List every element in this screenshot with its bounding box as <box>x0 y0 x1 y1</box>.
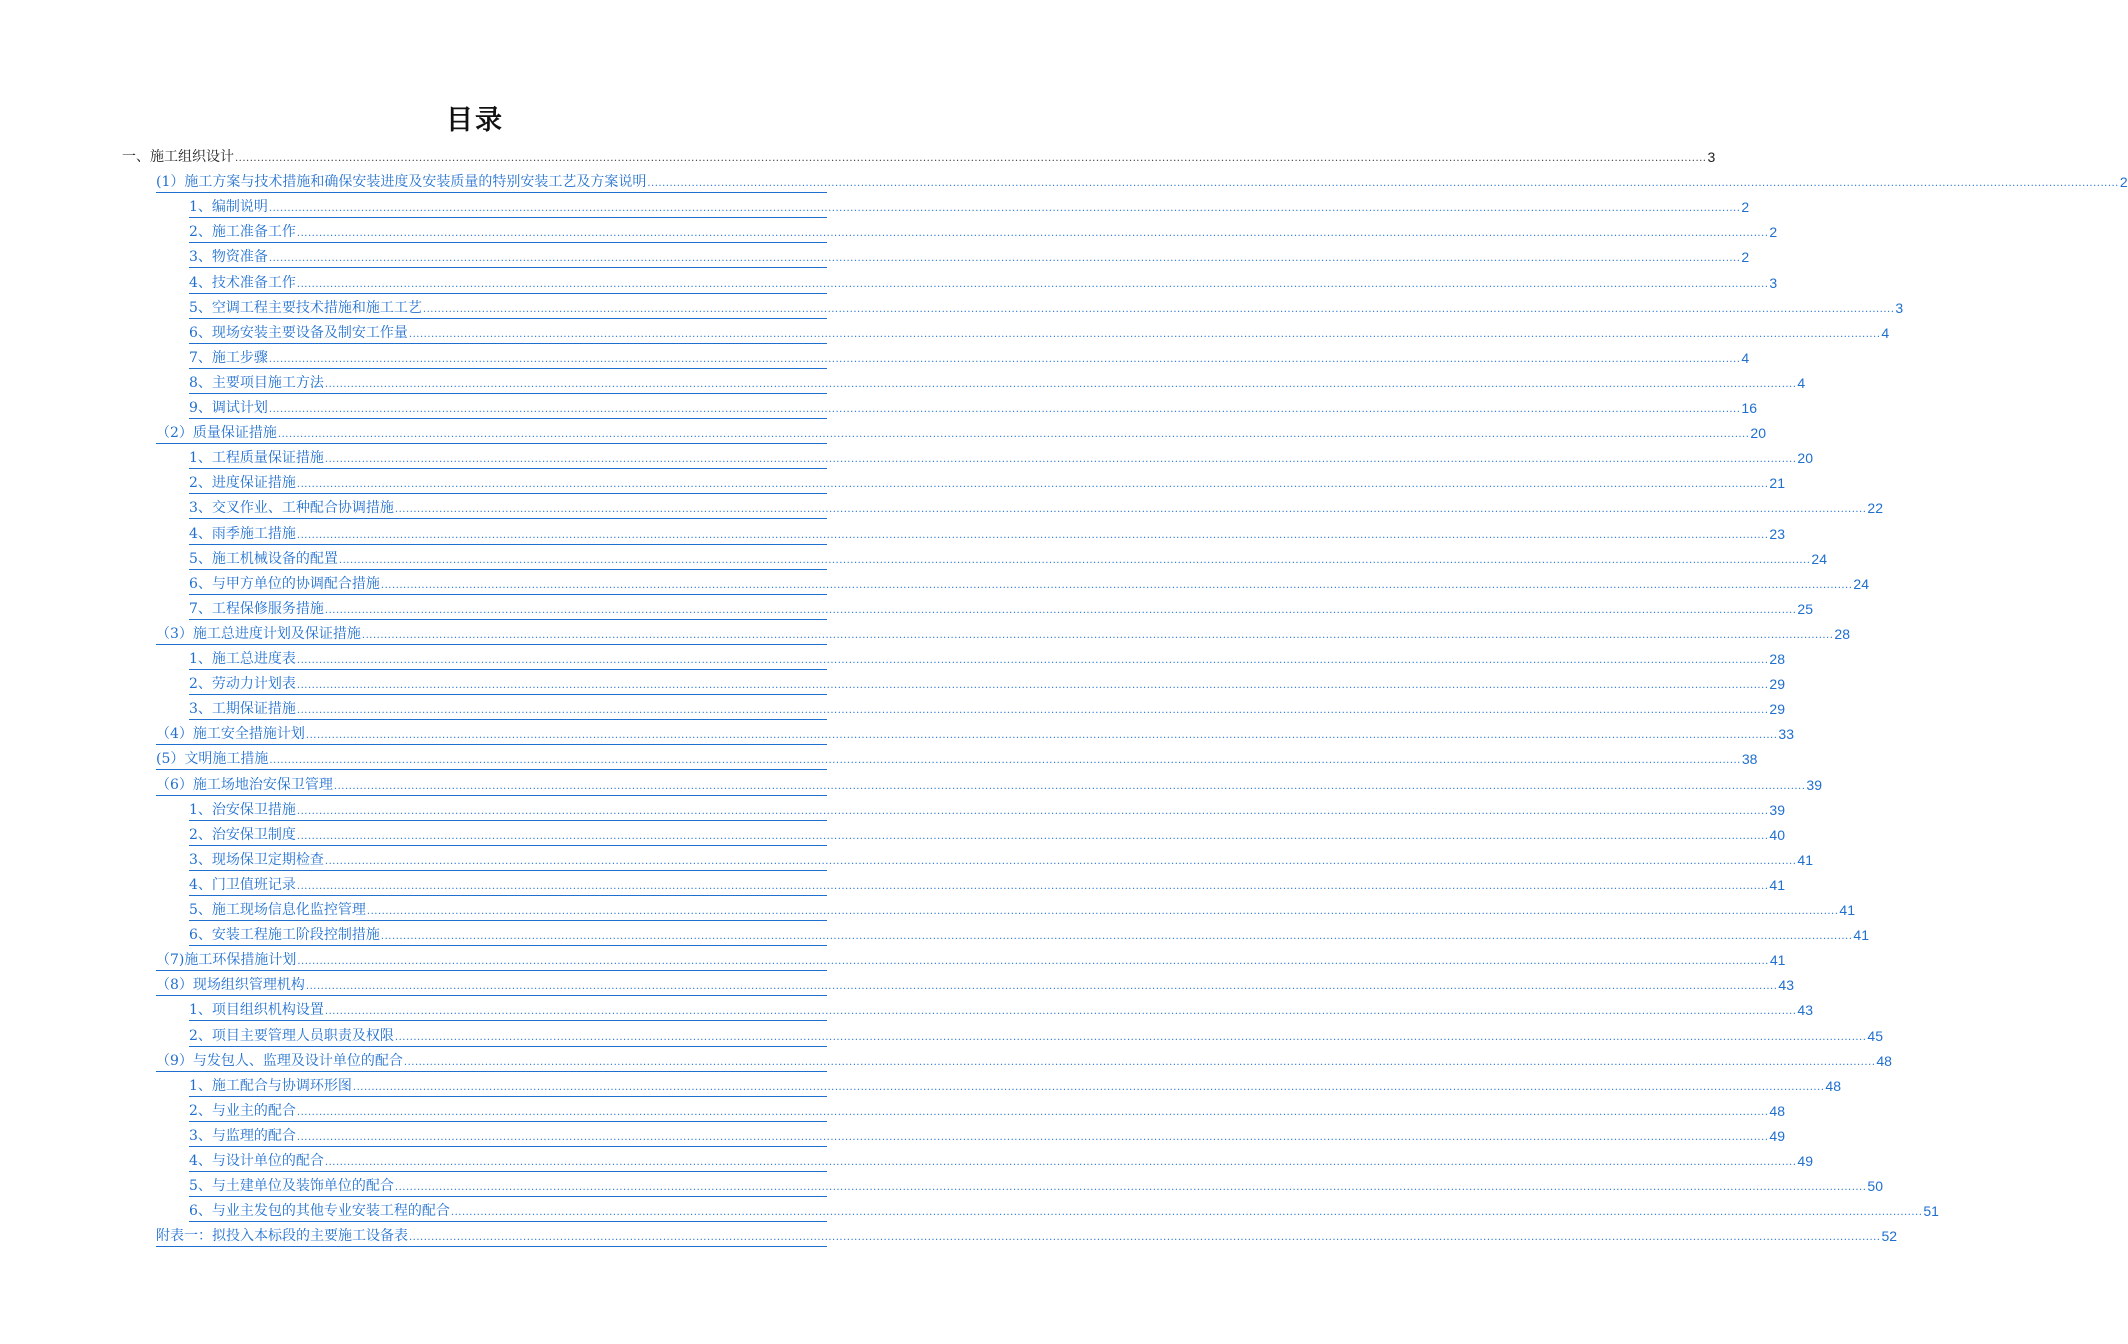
toc-entry-label: 6、与甲方单位的协调配合措施 <box>189 575 380 592</box>
toc-entry-label: （7)施工环保措施计划 <box>156 952 297 969</box>
toc-entry-label: 1、工程质量保证措施 <box>189 450 324 467</box>
toc-page-number: 49 <box>1769 1127 1785 1144</box>
toc-entry-label: 2、与业主的配合 <box>189 1102 296 1119</box>
toc-entry-link[interactable] <box>189 821 1785 846</box>
toc-entry-link[interactable] <box>189 494 1883 519</box>
toc-entry-link[interactable] <box>189 570 1869 595</box>
toc-entry-label: 1、治安保卫措施 <box>189 801 296 818</box>
toc-page-number: 3 <box>1707 149 1716 165</box>
toc-entry-label: 5、施工机械设备的配置 <box>189 550 338 567</box>
toc-dot-leader: ................................................................................................................................................................................................................................................................................................................................................................................................................ <box>296 1106 1769 1118</box>
toc-entry-link[interactable] <box>189 796 1785 821</box>
toc-page-number: 4 <box>1797 374 1806 391</box>
toc-page-number: 43 <box>1778 977 1794 994</box>
toc-page-number: 4 <box>1741 349 1750 366</box>
toc-page-number: 21 <box>1769 475 1785 492</box>
toc-dot-leader: ................................................................................................................................................................................................................................................................................................................................................................................................................ <box>297 956 1769 968</box>
toc-page-number: 49 <box>1797 1153 1813 1169</box>
toc-page-number: 41 <box>1853 927 1869 944</box>
toc-entry-label: 1、施工总进度表 <box>189 651 296 667</box>
toc-page-number: 4 <box>1881 324 1890 341</box>
toc-dot-leader: ................................................................................................................................................................................................................................................................................................................................................................................................................ <box>296 228 1769 240</box>
toc-entry-label: 3、现场保卫定期检查 <box>189 851 324 868</box>
toc-page-number: 48 <box>1825 1077 1841 1094</box>
toc-page-number: 48 <box>1876 1052 1892 1069</box>
toc-dot-leader: ................................................................................................................................................................................................................................................................................................................................................................................................................ <box>324 378 1797 390</box>
toc-entry-label: 6、与业主发包的其他专业安装工程的配合 <box>189 1203 450 1220</box>
toc-page-number: 41 <box>1797 851 1813 868</box>
toc-page-number: 45 <box>1867 1027 1883 1044</box>
toc-title: 目录 <box>446 105 504 136</box>
toc-entry-link[interactable] <box>189 670 1785 695</box>
toc-entry-link[interactable] <box>189 319 1890 344</box>
toc-entry-label: （2）质量保证措施 <box>156 425 277 442</box>
toc-entry-label: 2、项目主要管理人员职责及权限 <box>189 1027 394 1044</box>
toc-entry-label: 7、施工步骤 <box>189 349 268 366</box>
toc-dot-leader: ................................................................................................................................................................................................................................................................................................................................................................................................................ <box>394 504 1867 516</box>
toc-entry-link[interactable] <box>156 946 1786 971</box>
toc-page-number: 20 <box>1750 425 1766 442</box>
toc-page-number: 23 <box>1769 525 1785 542</box>
toc-entry-label: 5、施工现场信息化监控管理 <box>189 902 366 918</box>
toc-entry-link[interactable] <box>189 193 1750 218</box>
toc-entry-label: （6）施工场地治安保卫管理 <box>156 776 333 793</box>
toc-entry-link[interactable] <box>189 218 1778 243</box>
toc-entry-link[interactable] <box>189 645 1785 670</box>
toc-dot-leader: ................................................................................................................................................................................................................................................................................................................................................................................................................ <box>394 1182 1867 1194</box>
toc-entry-label: （3）施工总进度计划及保证措施 <box>156 625 361 642</box>
toc-entry-link[interactable] <box>189 394 1757 419</box>
toc-entry-label: 6、安装工程施工阶段控制措施 <box>189 927 380 944</box>
toc-dot-leader: ................................................................................................................................................................................................................................................................................................................................................................................................................ <box>647 178 2119 190</box>
toc-page-number: 24 <box>1853 575 1869 592</box>
toc-dot-leader: ................................................................................................................................................................................................................................................................................................................................................................................................................ <box>305 730 1778 742</box>
toc-entry-label: 2、劳动力计划表 <box>189 676 296 693</box>
toc-entry-label: 1、项目组织机构设置 <box>189 1002 324 1019</box>
toc-entry-link[interactable] <box>189 1072 1841 1097</box>
toc-entry-link[interactable] <box>189 294 1904 319</box>
toc-page-number: 41 <box>1769 952 1786 969</box>
toc-page-number: 52 <box>1881 1228 1898 1245</box>
toc-entry-label: 4、门卫值班记录 <box>189 876 296 893</box>
toc-dot-leader: ................................................................................................................................................................................................................................................................................................................................................................................................................ <box>324 1157 1797 1168</box>
toc-page-number: 2 <box>1741 199 1750 216</box>
toc-dot-leader: ................................................................................................................................................................................................................................................................................................................................................................................................................ <box>394 1031 1867 1043</box>
toc-entry-label: 附表一：拟投入本标段的主要施工设备表 <box>156 1228 408 1245</box>
toc-entry-label: 1、编制说明 <box>189 199 268 216</box>
toc-dot-leader: ................................................................................................................................................................................................................................................................................................................................................................................................................ <box>361 629 1834 641</box>
toc-entry-label: 2、治安保卫制度 <box>189 826 296 843</box>
toc-entry-link[interactable] <box>156 971 1794 996</box>
toc-dot-leader: ................................................................................................................................................................................................................................................................................................................................................................................................................ <box>338 554 1811 566</box>
toc-entry-link[interactable] <box>156 620 1850 645</box>
toc-entry-label: 4、技术准备工作 <box>189 274 296 291</box>
toc-dot-leader: ................................................................................................................................................................................................................................................................................................................................................................................................................ <box>409 1232 1881 1244</box>
toc-entry-label: 3、工期保证措施 <box>189 701 296 718</box>
toc-entry-label: (1）施工方案与技术措施和确保安装进度及安装质量的特别安装工艺及方案说明 <box>156 174 647 191</box>
toc-entry-link[interactable] <box>189 996 1813 1021</box>
toc-entry-link[interactable] <box>189 1197 1939 1222</box>
toc-entry-link[interactable] <box>189 846 1813 871</box>
toc-page-number: 2 <box>2119 174 2128 191</box>
toc-entry-link[interactable] <box>189 921 1869 946</box>
toc-dot-leader: ................................................................................................................................................................................................................................................................................................................................................................................................................ <box>380 579 1853 591</box>
toc-dot-leader: ................................................................................................................................................................................................................................................................................................................................................................................................................ <box>268 353 1741 365</box>
toc-dot-leader: ................................................................................................................................................................................................................................................................................................................................................................................................................ <box>352 1081 1825 1093</box>
toc-page-number: 28 <box>1834 625 1850 642</box>
toc-entry-link[interactable] <box>189 1122 1785 1147</box>
toc-dot-leader: ................................................................................................................................................................................................................................................................................................................................................................................................................ <box>296 479 1769 491</box>
toc-page-number: 40 <box>1769 826 1785 843</box>
toc-entry-label: 7、工程保修服务措施 <box>189 600 324 617</box>
toc-dot-leader: ................................................................................................................................................................................................................................................................................................................................................................................................................ <box>269 755 1741 767</box>
toc-entry-link[interactable] <box>156 168 2128 193</box>
toc-dot-leader: ................................................................................................................................................................................................................................................................................................................................................................................................................ <box>296 880 1769 892</box>
toc-page-number: 3 <box>1895 299 1904 316</box>
toc-page-number: 16 <box>1741 400 1757 416</box>
toc-dot-leader: ................................................................................................................................................................................................................................................................................................................................................................................................................ <box>296 680 1769 692</box>
toc-page-number: 39 <box>1806 776 1822 793</box>
toc-dot-leader: ................................................................................................................................................................................................................................................................................................................................................................................................................ <box>324 604 1797 616</box>
toc-page-number: 2 <box>1769 224 1778 241</box>
toc-page-number: 39 <box>1769 801 1785 818</box>
toc-entry-label: （9）与发包人、监理及设计单位的配合 <box>156 1052 403 1069</box>
toc-entry-link[interactable] <box>189 1097 1785 1122</box>
toc-entry-link[interactable] <box>189 1022 1883 1047</box>
toc-dot-leader: ................................................................................................................................................................................................................................................................................................................................................................................................................ <box>268 404 1741 415</box>
toc-entry-section[interactable] <box>122 143 1716 167</box>
toc-page-number: 41 <box>1769 876 1785 893</box>
toc-dot-leader: ................................................................................................................................................................................................................................................................................................................................................................................................................ <box>296 278 1769 290</box>
toc-dot-leader: ................................................................................................................................................................................................................................................................................................................................................................................................................ <box>324 1006 1797 1018</box>
toc-entry-link[interactable] <box>189 520 1785 545</box>
toc-entry-label: 2、进度保证措施 <box>189 475 296 492</box>
toc-entry-label: 3、与监理的配合 <box>189 1127 296 1144</box>
toc-entry-label: 一、施工组织设计 <box>122 149 234 165</box>
toc-dot-leader: ................................................................................................................................................................................................................................................................................................................................................................................................................ <box>296 655 1769 666</box>
toc-dot-leader: ................................................................................................................................................................................................................................................................................................................................................................................................................ <box>268 203 1741 215</box>
toc-entry-link[interactable] <box>189 595 1813 620</box>
toc-entry-link[interactable] <box>156 745 1758 770</box>
toc-dot-leader: ................................................................................................................................................................................................................................................................................................................................................................................................................ <box>450 1207 1923 1219</box>
toc-page-number: 24 <box>1811 550 1827 567</box>
toc-entry-label: 3、交叉作业、工种配合协调措施 <box>189 500 394 517</box>
toc-entry-link[interactable] <box>189 545 1827 570</box>
toc-page-number: 48 <box>1769 1102 1785 1119</box>
toc-page-number: 38 <box>1741 751 1758 768</box>
toc-entry-label: 8、主要项目施工方法 <box>189 374 324 391</box>
toc-entry-link[interactable] <box>189 1172 1883 1197</box>
toc-entry-label: 2、施工准备工作 <box>189 224 296 241</box>
toc-dot-leader: ................................................................................................................................................................................................................................................................................................................................................................................................................ <box>235 153 1707 164</box>
toc-entry-link[interactable] <box>189 369 1806 394</box>
toc-entry-label: 3、物资准备 <box>189 249 268 266</box>
toc-page-number: 41 <box>1839 902 1855 918</box>
toc-dot-leader: ................................................................................................................................................................................................................................................................................................................................................................................................................ <box>296 830 1769 842</box>
toc-dot-leader: ................................................................................................................................................................................................................................................................................................................................................................................................................ <box>305 981 1778 993</box>
toc-page-number: 3 <box>1769 274 1778 291</box>
toc-entry-label: 5、空调工程主要技术措施和施工工艺 <box>189 299 422 316</box>
toc-page-number: 20 <box>1797 450 1813 467</box>
toc-entry-label: 9、调试计划 <box>189 400 268 416</box>
toc-entry-link[interactable] <box>156 1047 1892 1072</box>
toc-dot-leader: ................................................................................................................................................................................................................................................................................................................................................................................................................ <box>296 529 1769 541</box>
toc-dot-leader: ................................................................................................................................................................................................................................................................................................................................................................................................................ <box>422 303 1895 315</box>
toc-dot-leader: ................................................................................................................................................................................................................................................................................................................................................................................................................ <box>296 805 1769 817</box>
toc-entry-link[interactable] <box>156 419 1766 444</box>
toc-page-number: 29 <box>1769 701 1785 718</box>
toc-dot-leader: ................................................................................................................................................................................................................................................................................................................................................................................................................ <box>408 328 1881 340</box>
toc-dot-leader: ................................................................................................................................................................................................................................................................................................................................................................................................................ <box>268 253 1741 265</box>
toc-entry-label: 5、与土建单位及装饰单位的配合 <box>189 1178 394 1195</box>
toc-entry-link[interactable] <box>189 444 1813 469</box>
toc-page-number: 43 <box>1797 1002 1813 1019</box>
toc-page-number: 25 <box>1797 600 1813 617</box>
toc-entry-link[interactable] <box>189 269 1778 294</box>
toc-page-number: 2 <box>1741 249 1750 266</box>
toc-dot-leader: ................................................................................................................................................................................................................................................................................................................................................................................................................ <box>324 454 1797 466</box>
toc-entry-label: 6、现场安装主要设备及制安工作量 <box>189 324 408 341</box>
toc-dot-leader: ................................................................................................................................................................................................................................................................................................................................................................................................................ <box>366 906 1839 917</box>
toc-page-number: 33 <box>1778 726 1794 743</box>
toc-entry-link[interactable] <box>189 871 1785 896</box>
toc-page-number: 50 <box>1867 1178 1883 1195</box>
toc-entry-link[interactable] <box>189 344 1750 369</box>
toc-page-number: 51 <box>1923 1203 1939 1220</box>
toc-dot-leader: ................................................................................................................................................................................................................................................................................................................................................................................................................ <box>277 429 1750 441</box>
toc-page-number: 22 <box>1867 500 1883 517</box>
toc-entry-link[interactable] <box>189 896 1855 921</box>
toc-entry-link[interactable] <box>189 1147 1813 1172</box>
toc-entry-label: 4、与设计单位的配合 <box>189 1153 324 1169</box>
toc-entry-link[interactable] <box>189 695 1785 720</box>
toc-entry-label: （8）现场组织管理机构 <box>156 977 305 994</box>
toc-entry-link[interactable] <box>156 1222 1898 1247</box>
toc-entry-link[interactable] <box>156 720 1794 745</box>
toc-dot-leader: ................................................................................................................................................................................................................................................................................................................................................................................................................ <box>403 1056 1876 1068</box>
toc-entry-link[interactable] <box>156 771 1822 796</box>
toc-page-number: 29 <box>1769 676 1785 693</box>
toc-dot-leader: ................................................................................................................................................................................................................................................................................................................................................................................................................ <box>380 931 1853 943</box>
toc-dot-leader: ................................................................................................................................................................................................................................................................................................................................................................................................................ <box>296 705 1769 717</box>
toc-entry-label: 4、雨季施工措施 <box>189 525 296 542</box>
toc-page-number: 28 <box>1769 651 1785 667</box>
toc-entry-label: 1、施工配合与协调环形图 <box>189 1077 352 1094</box>
toc-entry-label: （4）施工安全措施计划 <box>156 726 305 743</box>
toc-dot-leader: ................................................................................................................................................................................................................................................................................................................................................................................................................ <box>333 780 1806 792</box>
toc-dot-leader: ................................................................................................................................................................................................................................................................................................................................................................................................................ <box>296 1131 1769 1143</box>
toc-entry-label: (5）文明施工措施 <box>156 751 269 768</box>
toc-entry-link[interactable] <box>189 243 1750 268</box>
toc-entry-link[interactable] <box>189 469 1785 494</box>
toc-dot-leader: ................................................................................................................................................................................................................................................................................................................................................................................................................ <box>324 855 1797 867</box>
